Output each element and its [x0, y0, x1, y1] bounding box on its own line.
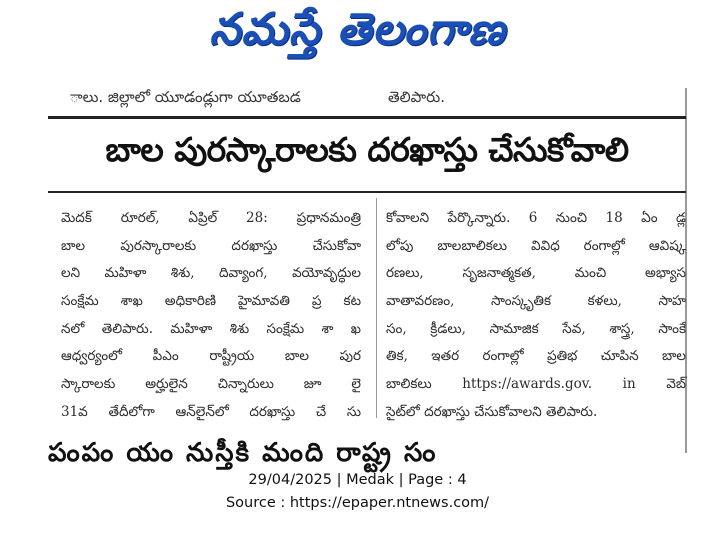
column-line: సైట్‌లో దరఖాస్తు చేసుకోవాలని తెలిపారు. — [386, 403, 598, 420]
cut-text-top-right: తెలిపారు. — [388, 88, 445, 106]
article-column-1 — [61, 205, 361, 427]
column-line: స్కారాలకు అర్హులైన చిన్నారులు జూ లై — [61, 376, 361, 393]
news-clipping — [48, 88, 686, 468]
column-line: ఆధ్వర్యంలో పీఎం రాష్ట్రీయ బాల పుర — [61, 348, 361, 365]
masthead-title: నమస్తే తెలంగాణ — [209, 4, 506, 55]
column-line: లని మహిళా శిశు, దివ్యాంగ, వయోవృద్ధుల — [61, 265, 361, 282]
column-line: 31వ తేదీలోగా ఆన్‌లైన్‌లో దరఖాస్తు చే సు — [61, 403, 361, 420]
column-line: బాల పురస్కారాలకు దరఖాస్తు చేసుకోవా — [61, 237, 361, 254]
cut-text-top — [48, 90, 686, 112]
cut-text-bottom — [48, 438, 686, 468]
column-line: తిక, ఇతర రంగాల్లో ప్రతిభ చూపిన బాల — [386, 348, 686, 365]
cut-text-bottom-headline: పంపం యం నుస్తీకి మంది రాష్ట్ర సం — [48, 438, 438, 468]
column-line: సంక్షేమ శాఖ అధికారిణి హైమావతి ప్ర కట — [61, 293, 361, 310]
masthead-logo — [0, 4, 715, 74]
column-line: కోవాలని పేర్కొన్నారు. 6 నుంచి 18 ఏం డ్ల — [386, 210, 686, 226]
column-line: బాలికలు https://awards.gov. in వెబ్ — [386, 376, 686, 393]
cut-text-top-left: ాలు. జిల్లాలో యూడండ్లుగా యూతబడ — [70, 88, 301, 106]
headline-rule-bottom — [48, 191, 686, 193]
column-line: నలో తెలిపారు. మహిళా శిశు సంక్షేమ శా ఖ — [61, 320, 361, 337]
column-line: లోపు బాలబాలికలు వివిధ రంగాల్లో ఆవిష్క — [386, 237, 686, 254]
footer-meta: 29/04/2025 | Medak | Page : 4 — [248, 472, 467, 488]
column-divider — [376, 198, 377, 418]
column-line: వాతావరణం, సాంస్కృతిక కళలు, సాహ — [386, 293, 686, 310]
article-column-2 — [386, 205, 686, 427]
headline-rule-top — [48, 116, 686, 119]
footer-source: Source : https://epaper.ntnews.com/ — [225, 495, 490, 511]
article-headline: బాల పురస్కారాలకు దరఖాస్తు చేసుకోవాలి — [105, 130, 629, 169]
column-line: సం, క్రీడలు, సామాజిక సేవ, శాస్త్ర, సాంకే — [386, 320, 686, 337]
column-line: రణలు, సృజనాత్మకత, మంచి అభ్యాస — [386, 265, 686, 282]
column-line: మెదక్ రూరల్, ఏప్రిల్ 28: ప్రధానమంత్రి — [61, 210, 361, 226]
